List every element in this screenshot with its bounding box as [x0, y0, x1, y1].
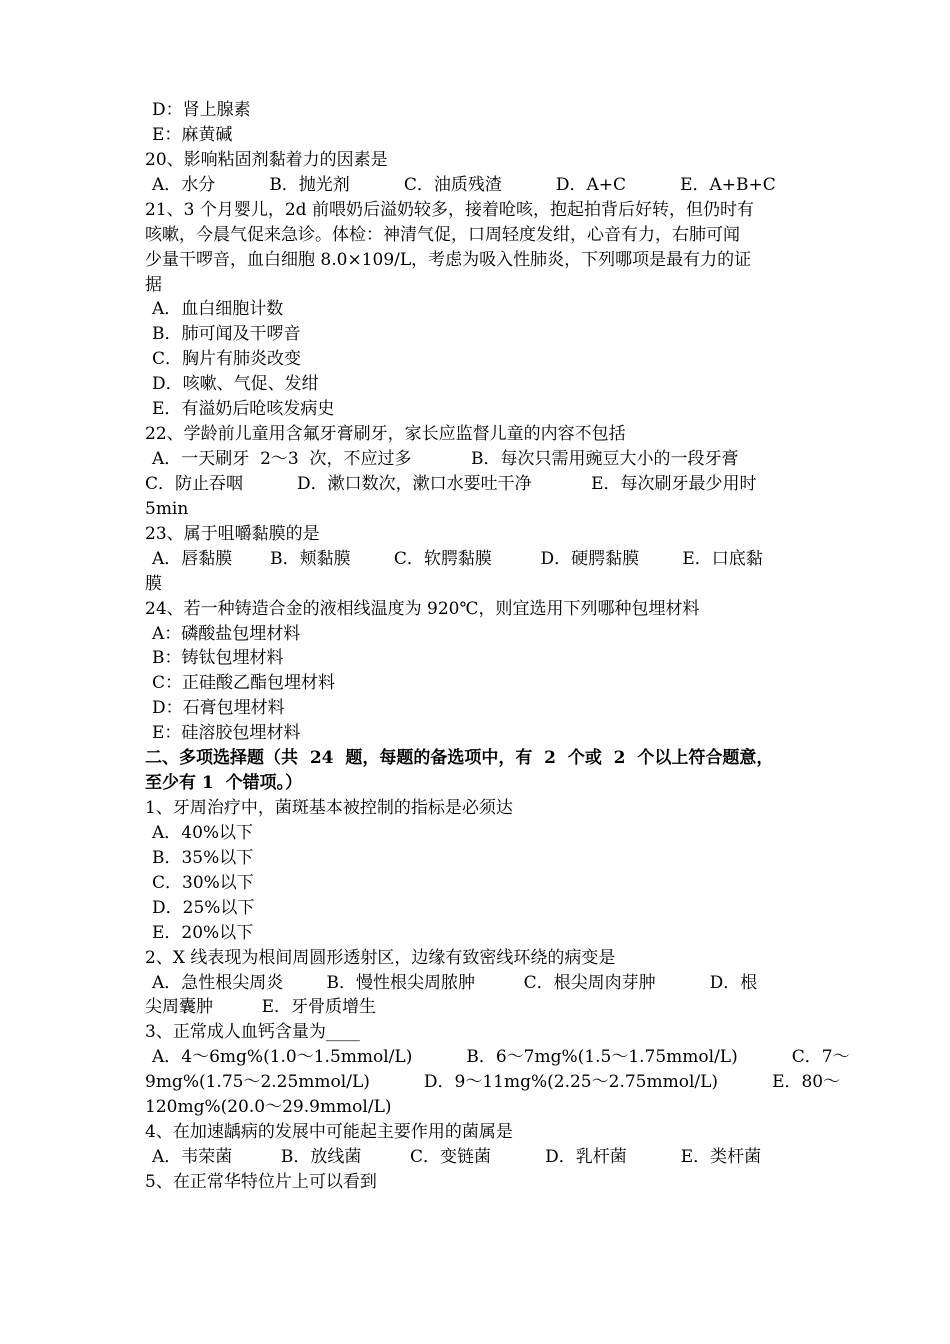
- text-line: D．咳嗽、气促、发绀: [152, 374, 319, 395]
- text-line: E：硅溶胶包埋材料: [152, 723, 301, 744]
- text-line: A．韦荣菌 B．放线菌 C．变链菌 D．乳杆菌 E．类杆菌: [152, 1147, 762, 1168]
- text-line: 少量干啰音，血白细胞 8.0×109/L，考虑为吸入性肺炎，下列哪项是最有力的证: [145, 249, 752, 270]
- text-line: A．血白细胞计数: [152, 299, 284, 320]
- text-line: E．20%以下: [152, 922, 254, 943]
- text-line: 膜: [145, 573, 162, 594]
- text-line: A．4～6mg%(1.0～1.5mmol/L) B．6～7mg%(1.5～1.75mmol/L) C．7～: [152, 1047, 850, 1068]
- text-line: C．30%以下: [152, 872, 254, 893]
- text-line: B．肺可闻及干啰音: [152, 324, 301, 345]
- text-line: A．一天刷牙 2～3 次，不应过多 B．每次只需用豌豆大小的一段牙膏: [152, 449, 739, 470]
- text-line: D：石膏包埋材料: [152, 698, 285, 719]
- text-line: 2、X 线表现为根间周圆形透射区，边缘有致密线环绕的病变是: [145, 947, 616, 968]
- text-line: 120mg%(20.0～29.9mmol/L): [145, 1097, 392, 1118]
- text-line: 咳嗽，今晨气促来急诊。体检：神清气促，口周轻度发绀，心音有力，右肺可闻: [145, 224, 740, 245]
- text-line: 23、属于咀嚼黏膜的是: [145, 523, 320, 544]
- text-line: B．35%以下: [152, 847, 254, 868]
- section-heading-line: 至少有 1 个错项。）: [145, 773, 303, 794]
- text-line: 22、学龄前儿童用含氟牙膏刷牙，家长应监督儿童的内容不包括: [145, 424, 626, 445]
- text-line: 9mg%(1.75～2.25mmol/L) D．9～11mg%(2.25～2.75mmol/L) E．80～: [145, 1072, 841, 1093]
- text-line: C．胸片有肺炎改变: [152, 349, 302, 370]
- text-line: E：麻黄碱: [152, 124, 233, 145]
- text-line: A．水分 B．抛光剂 C．油质残渣 D．A+C E．A+B+C: [152, 174, 776, 195]
- text-line: C：正硅酸乙酯包埋材料: [152, 673, 336, 694]
- text-line: 据: [145, 274, 162, 295]
- text-line: A．唇黏膜 B．颊黏膜 C．软腭黏膜 D．硬腭黏膜 E．口底黏: [152, 548, 763, 569]
- text-line: A．40%以下: [152, 822, 254, 843]
- text-line: 5、在正常华特位片上可以看到: [145, 1171, 377, 1192]
- text-line: 3、正常成人血钙含量为____: [145, 1022, 360, 1043]
- text-line: 24、若一种铸造合金的液相线温度为 920℃，则宜选用下列哪种包埋材料: [145, 598, 700, 619]
- text-line: D．25%以下: [152, 897, 255, 918]
- text-line: 20、影响粘固剂黏着力的因素是: [145, 149, 388, 170]
- text-line: 21、3 个月婴儿，2d 前喂奶后溢奶较多，接着呛咳，抱起拍背后好转，但仍时有: [145, 199, 754, 220]
- section-heading-line: 二、多项选择题（共 24 题，每题的备选项中，有 2 个或 2 个以上符合题意，: [145, 748, 774, 769]
- text-line: 4、在加速龋病的发展中可能起主要作用的菌属是: [145, 1122, 513, 1143]
- text-line: A：磷酸盐包埋材料: [152, 623, 301, 644]
- text-line: A．急性根尖周炎 B．慢性根尖周脓肿 C．根尖周肉芽肿 D．根: [152, 972, 758, 993]
- text-line: B：铸钛包埋材料: [152, 648, 284, 669]
- text-line: D：肾上腺素: [152, 100, 251, 120]
- text-line: E．有溢奶后呛咳发病史: [152, 399, 335, 420]
- text-line: 5min: [145, 498, 189, 519]
- text-line: 尖周囊肿 E．牙骨质增生: [145, 997, 377, 1018]
- text-line: C．防止吞咽 D．漱口数次，漱口水要吐干净 E．每次刷牙最少用时: [145, 473, 757, 494]
- text-line: 1、牙周治疗中，菌斑基本被控制的指标是必须达: [145, 798, 513, 819]
